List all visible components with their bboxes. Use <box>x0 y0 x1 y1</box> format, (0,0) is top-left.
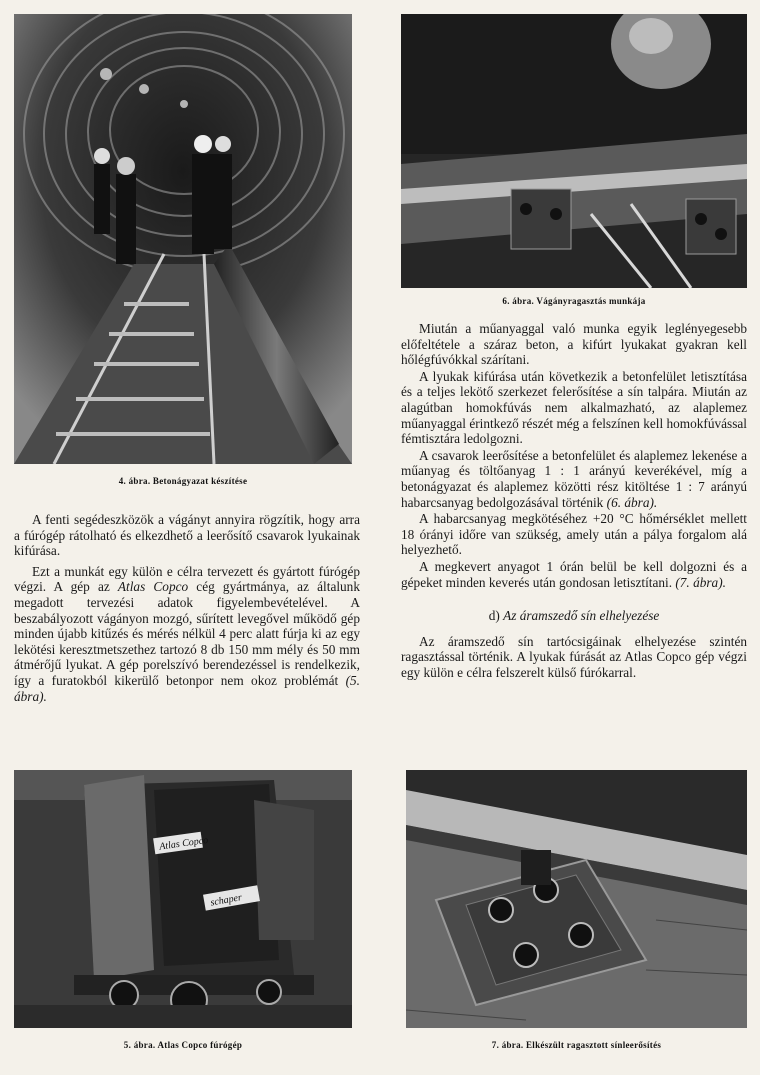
figure-6-reference: (6. ábra). <box>606 494 658 510</box>
section-heading-letter: d) <box>488 608 500 624</box>
section-heading-text: Az áramszedő sín elhelyezése <box>503 608 660 624</box>
figure-5-reference: (5. ábra). <box>14 672 360 704</box>
left-column-text <box>14 512 360 709</box>
machine-plate-label: schaper <box>209 892 243 909</box>
right-paragraph-1: Miután a műanyaggal való munka egyik leglényegesebb előfeltétele a száraz beton, a kifúrt lyukakat gyakran kell hőlégfúvókkal szárítani. <box>401 321 747 368</box>
tunnel-workers-photo-icon <box>14 14 352 464</box>
figure-7-reference: (7. ábra). <box>675 574 726 590</box>
right-column-text <box>401 321 747 685</box>
right-paragraph-2: A lyukak kifúrása után következik a betonfelület letisztítása és a teljes lekötő szerkezet felerősítése a sín talpára. Miután az alagútban homokfúvás nem alkalmazható, az alaplemez műanyaggal érintkező részét még a felszínen kell homokfúvással fémtisztára ledolgozni. <box>401 368 747 447</box>
rail-fastening-photo-icon <box>406 770 747 1028</box>
left-paragraph-2 <box>14 564 360 704</box>
figure-7-photo <box>406 770 747 1028</box>
right-paragraph-3 <box>401 448 747 510</box>
right-paragraph-3-text: A csavarok leerősítése a betonfelület és alaplemez lekenése a műanyag és töltőanyag 1 : 1 arányú keverékével, míg a betonágyazat és alaplemez közötti rész kitöltése 1 : 7 arányú habarcsanyag bedolgozásával történik <box>401 447 747 510</box>
section-heading <box>401 608 747 624</box>
figure-7-caption: 7. ábra. Elkészült ragasztott sínleerősítés <box>491 1040 662 1050</box>
machine-brand-label: Atlas Copco <box>158 834 209 853</box>
left-paragraph-1: A fenti segédeszközök a vágányt annyira rögzítik, hogy arra a fúrógép rátolható és elkezdhető a leerősítő csavarok lyukainak kifúrása. <box>14 512 360 559</box>
right-paragraph-4: A habarcsanyag megkötéséhez +20 °C hőmérséklet mellett 18 órányi időre van szükség, amely után a pálya forgalom alá helyezhető. <box>401 511 747 558</box>
figure-6-photo <box>401 14 747 288</box>
figure-4-photo <box>14 14 352 464</box>
rail-bonding-photo-icon <box>401 14 747 288</box>
brand-name: Atlas Copco <box>117 579 189 595</box>
drilling-machine-photo-icon <box>14 770 352 1028</box>
right-paragraph-6: Az áramszedő sín tartócsigáinak elhelyezése szintén ragasztással történik. A lyukak fúrását az Atlas Copco gép végzi egy külön e célra felszerelt külső fúrókarral. <box>401 633 747 680</box>
right-paragraph-5-text: A megkevert anyagot 1 órán belül be kell dolgozni és a gépeket minden keverés után gondosan letisztítani. <box>401 558 747 590</box>
right-paragraph-5 <box>401 559 747 590</box>
left-paragraph-2-text-b: cég gyártmánya, az általunk megadott tervezési adatok figyelembevételével. A beszabályozott vágányon mozgó, sűrített levegővel működő gép minden újabb kitűzés és mérés nélkül 4 perc alatt fúrja ki az egy lekötési keresztmetszethez tartozó 8 db 150 mm mély és 50 mm átmérőjű lyukat. A gép porelszívó berendezéssel is rendelkezik, így a furatokból kikerülő betonpor nem okoz problémát <box>14 579 360 688</box>
figure-4-caption: 4. ábra. Betonágyazat készítése <box>118 476 248 486</box>
left-paragraph-2-text-a: Ezt a munkát egy külön e célra tervezett és gyártott fúrógép végzi. A gép az <box>14 563 360 595</box>
figure-6-caption: 6. ábra. Vágányragasztás munkája <box>502 296 646 306</box>
figure-5-caption: 5. ábra. Atlas Copco fúrógép <box>123 1040 243 1050</box>
figure-5-photo <box>14 770 352 1028</box>
